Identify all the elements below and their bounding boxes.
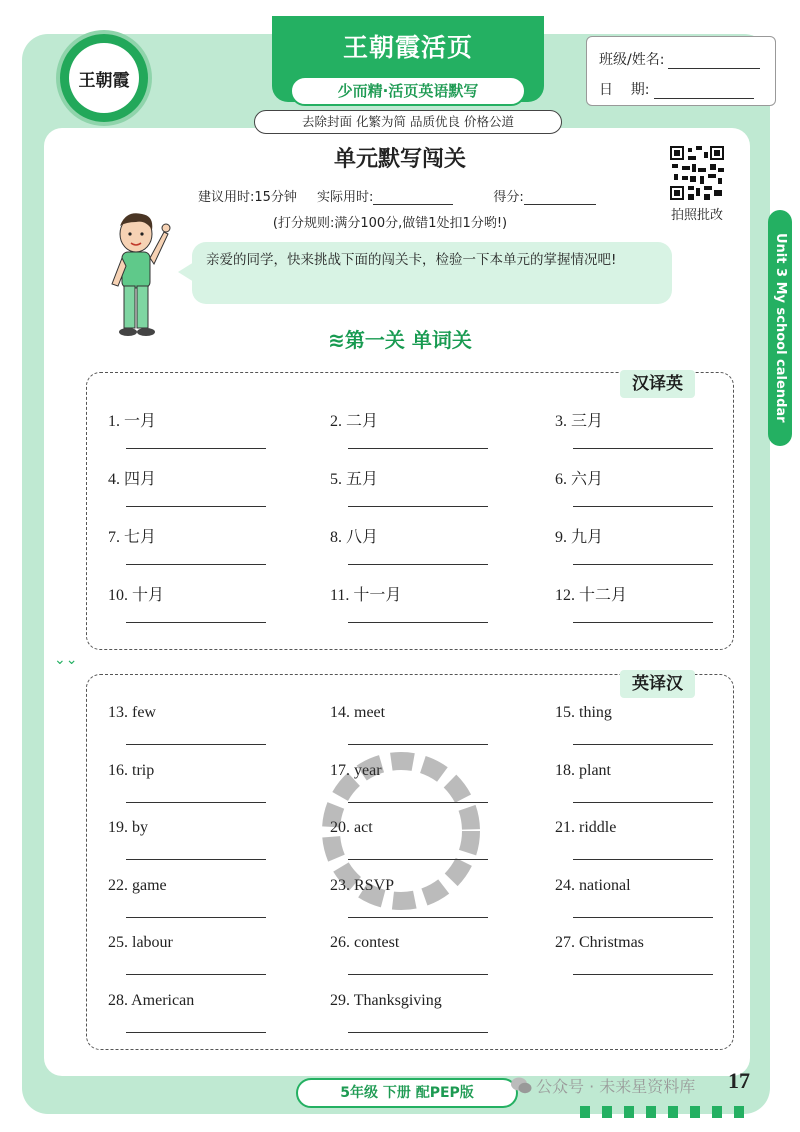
chevron-down-icon: ⌄⌄ [54,652,78,668]
slogan: 去除封面 化繁为简 品质优良 价格公道 [254,110,562,134]
part1-box [86,372,734,650]
word-item: 2. 二月 [330,413,379,430]
word-item: 22. game [108,876,167,894]
word-item: 28. American [108,991,195,1009]
speech-bubble: 亲爱的同学，快来挑战下面的闯关卡，检验一下本单元的掌握情况吧! [192,242,672,304]
answer-blank[interactable] [573,859,713,860]
answer-blank[interactable] [126,506,266,507]
word-item: 18. plant [555,761,611,779]
word-item: 10. 十月 [108,587,165,604]
word-item: 8. 八月 [330,529,379,546]
class-name-field[interactable] [668,53,760,69]
answer-blank[interactable] [348,448,488,449]
word-item: 3. 三月 [555,413,604,430]
qr-code-icon[interactable] [668,144,726,202]
date-field[interactable] [654,83,754,99]
word-item: 27. Christmas [555,934,644,951]
word-item: 6. 六月 [555,471,604,488]
answer-blank[interactable] [126,802,266,803]
bottom-stripes [580,1104,770,1118]
section-heading: ≋第一关 单词关 [270,322,530,358]
answer-blank[interactable] [348,744,488,745]
word-item: 13. few [108,704,156,721]
actual-time-field[interactable] [373,191,453,205]
answer-blank[interactable] [126,974,266,975]
logo-inner [69,43,139,113]
answer-blank[interactable] [126,1032,266,1033]
word-item: 23. RSVP [330,876,395,894]
class-name-label: 班级/姓名: [599,52,665,68]
word-item: 1. 一月 [108,413,157,430]
word-item: 17. year [330,761,382,779]
answer-blank[interactable] [573,974,713,975]
brand-subtitle: 少而精·活页英语默写 [290,76,526,106]
answer-blank[interactable] [573,564,713,565]
answer-blank[interactable] [126,917,266,918]
word-item: 26. contest [330,934,400,951]
word-item: 12. 十二月 [555,587,628,604]
word-item: 24. national [555,876,631,894]
word-item: 11. 十一月 [330,587,402,604]
watermark-stamp-icon [316,746,486,916]
unit-side-tab: Unit 3 My school calendar [768,210,792,446]
answer-blank[interactable] [126,859,266,860]
boy-mascot-icon [96,206,186,338]
qr-label: 拍照批改 [670,208,723,223]
score-label: 得分: [493,190,524,205]
answer-blank[interactable] [126,448,266,449]
student-info-box [586,36,776,106]
word-item: 25. labour [108,934,173,951]
date-row [599,79,754,99]
answer-blank[interactable] [348,564,488,565]
answer-blank[interactable] [348,974,488,975]
score-field[interactable] [524,191,596,205]
word-item: 9. 九月 [555,529,604,546]
answer-blank[interactable] [126,744,266,745]
brand-logo [56,30,152,126]
word-item: 20. act [330,819,373,836]
word-item: 19. by [108,819,148,836]
word-item: 15. thing [555,704,612,721]
answer-blank[interactable] [573,506,713,507]
word-item: 29. Thanksgiving [330,991,442,1009]
answer-blank[interactable] [573,802,713,803]
answer-blank[interactable] [348,622,488,623]
word-item: 7. 七月 [108,529,157,546]
word-item: 5. 五月 [330,471,379,488]
answer-blank[interactable] [126,564,266,565]
grade-footer: 5年级 下册 配PEP版 [296,1078,518,1108]
brand-title: 王朝霞活页 [342,33,473,62]
watermark-text: 公众号 · 未来星资料库 [536,1077,696,1096]
page-title: 单元默写闯关 [333,147,466,172]
time-score-row [198,186,596,205]
top-banner [272,16,544,102]
answer-blank[interactable] [348,917,488,918]
answer-blank[interactable] [573,622,713,623]
class-name-row [599,49,760,69]
actual-time-label: 实际用时: [316,190,374,205]
part2-tag: 英译汉 [620,670,695,698]
logo-text: 王朝霞 [78,70,130,91]
word-item: 21. riddle [555,819,617,836]
date-label: 日 期: [599,82,650,98]
part1-tag: 汉译英 [620,370,695,398]
answer-blank[interactable] [573,917,713,918]
word-item: 16. trip [108,761,155,779]
answer-blank[interactable] [126,622,266,623]
answer-blank[interactable] [573,448,713,449]
answer-blank[interactable] [348,1032,488,1033]
wechat-icon [510,1076,532,1096]
scoring-rule: (打分规则:满分100分,做错1处扣1分哟!) [272,216,508,231]
page-number: 17 [728,1068,750,1093]
word-item: 14. meet [330,704,386,721]
word-item: 4. 四月 [108,471,157,488]
answer-blank[interactable] [348,506,488,507]
answer-blank[interactable] [573,744,713,745]
suggested-time: 建议用时:15分钟 [198,190,297,205]
